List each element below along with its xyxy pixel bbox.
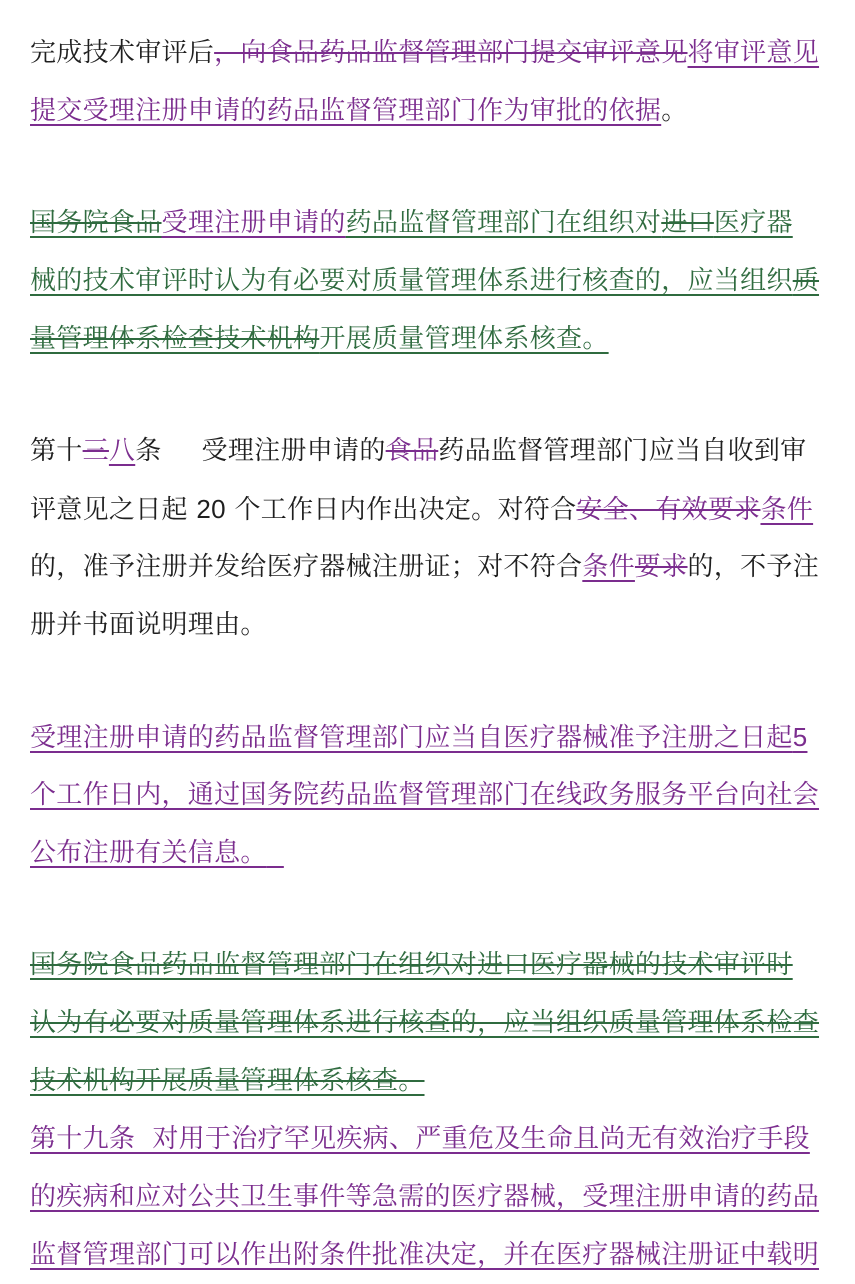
p2-line-1: [30, 194, 793, 252]
p6-insertion-3: 监督管理部门可以作出附条件批准决定，并在医疗器械注册证中载明: [30, 1240, 820, 1270]
p2-line-2: [30, 252, 820, 310]
paragraph-6: [30, 1110, 820, 1284]
p2-moved-text-3: 械的技术审评时认为有必要对质量管理体系进行核查的，应当组织: [30, 266, 793, 296]
p1-line-2: [30, 82, 790, 140]
article-suffix: 条: [135, 436, 162, 466]
p2-deletion-2: 进口: [661, 208, 714, 238]
p3-deletion-3: 要求: [634, 552, 688, 582]
p2-moved-text-2: 医疗器: [713, 208, 793, 238]
p1-line-1: [30, 24, 820, 82]
p3-line-3: [30, 538, 820, 596]
document-page: [30, 24, 820, 1284]
p2-insertion-1: 受理注册申请的: [161, 208, 346, 238]
p3-text-6: 的，不予注: [687, 552, 820, 582]
paragraph-5: [30, 936, 820, 1110]
p4-insertion-3: 公布注册有关信息。: [30, 838, 267, 868]
p1-end: 。: [661, 96, 688, 126]
p1-insertion-2: 提交受理注册申请的药品监督管理部门作为审批的依据: [30, 96, 662, 126]
paragraph-2: [30, 194, 820, 368]
p2-moved-text: 药品监督管理部门在组织对: [345, 208, 662, 238]
paragraph-4: [30, 708, 820, 882]
p3-insertion-1: 条件: [760, 495, 814, 525]
p3-line-2: [30, 480, 814, 538]
p6-line-3: [30, 1226, 820, 1284]
p1-deletion: ，向食品药品监督管理部门提交审评意见: [214, 38, 688, 68]
paragraph-3: [30, 422, 820, 654]
p3-text-1: 受理注册申请的: [201, 436, 386, 466]
p4-insertion-2: 个工作日内，通过国务院药品监督管理部门在线政务服务平台向社会: [30, 780, 820, 810]
p5-line-3: [30, 1052, 790, 1110]
p3-text-5: 的，准予注册并发给医疗器械注册证；对不符合: [30, 552, 583, 582]
p5-deletion-2: 认为有必要对质量管理体系进行核查的，应当组织质量管理体系检查: [30, 1008, 820, 1038]
p2-deletion-3: 质: [792, 266, 820, 296]
p2-deletion-4: 量管理体系检查技术机构: [30, 324, 320, 354]
p1-insertion: 将审评意见: [687, 38, 820, 68]
p6-insertion-2: 的疾病和应对公共卫生事件等急需的医疗器械，受理注册申请的药品: [30, 1182, 820, 1212]
article-prefix: 第十: [30, 436, 83, 466]
p3-text-7: 册并书面说明理由。: [30, 610, 267, 640]
p3-days: 20: [196, 494, 226, 524]
p5-line-2: [30, 994, 820, 1052]
article-number-inserted: 八: [108, 436, 136, 466]
p2-deletion-1: 国务院食品: [30, 208, 162, 238]
p5-deletion-1: 国务院食品药品监督管理部门在组织对进口医疗器械的技术审评时: [30, 950, 793, 980]
p3-line-1: [30, 422, 807, 480]
p5-deletion-3: 技术机构开展质量管理体系核查。: [30, 1066, 425, 1096]
p3-text-3: 评意见之日起: [30, 495, 197, 525]
p3-text-2: 药品监督管理部门应当自收到审: [438, 436, 807, 466]
p3-deletion-1: 食品: [385, 436, 439, 466]
p6-insertion-1: 第十九条 对用于治疗罕见疾病、严重危及生命且尚无有效治疗手段: [30, 1124, 810, 1154]
p6-line-1: [30, 1110, 810, 1168]
p4-line-3: [30, 824, 790, 882]
p4-line-1: [30, 708, 808, 766]
p1-text: 完成技术审评后: [30, 38, 215, 68]
p5-line-1: [30, 936, 793, 994]
paragraph-1: [30, 24, 820, 140]
p4-insertion-1: 受理注册申请的药品监督管理部门应当自医疗器械准予注册之日起: [30, 723, 793, 753]
p2-moved-text-4: 开展质量管理体系核查。: [319, 324, 609, 354]
p6-line-2: [30, 1168, 820, 1226]
p4-days: 5: [792, 722, 808, 752]
article-number-deleted: 三: [82, 436, 109, 466]
p3-line-4: [30, 596, 790, 654]
p3-text-4: 个工作日内作出决定。对符合: [225, 495, 577, 525]
p3-deletion-2: 安全、有效要求: [576, 495, 761, 525]
p4-line-2: [30, 766, 820, 824]
p3-insertion-2: 条件: [582, 552, 635, 582]
p2-line-3: [30, 310, 790, 368]
